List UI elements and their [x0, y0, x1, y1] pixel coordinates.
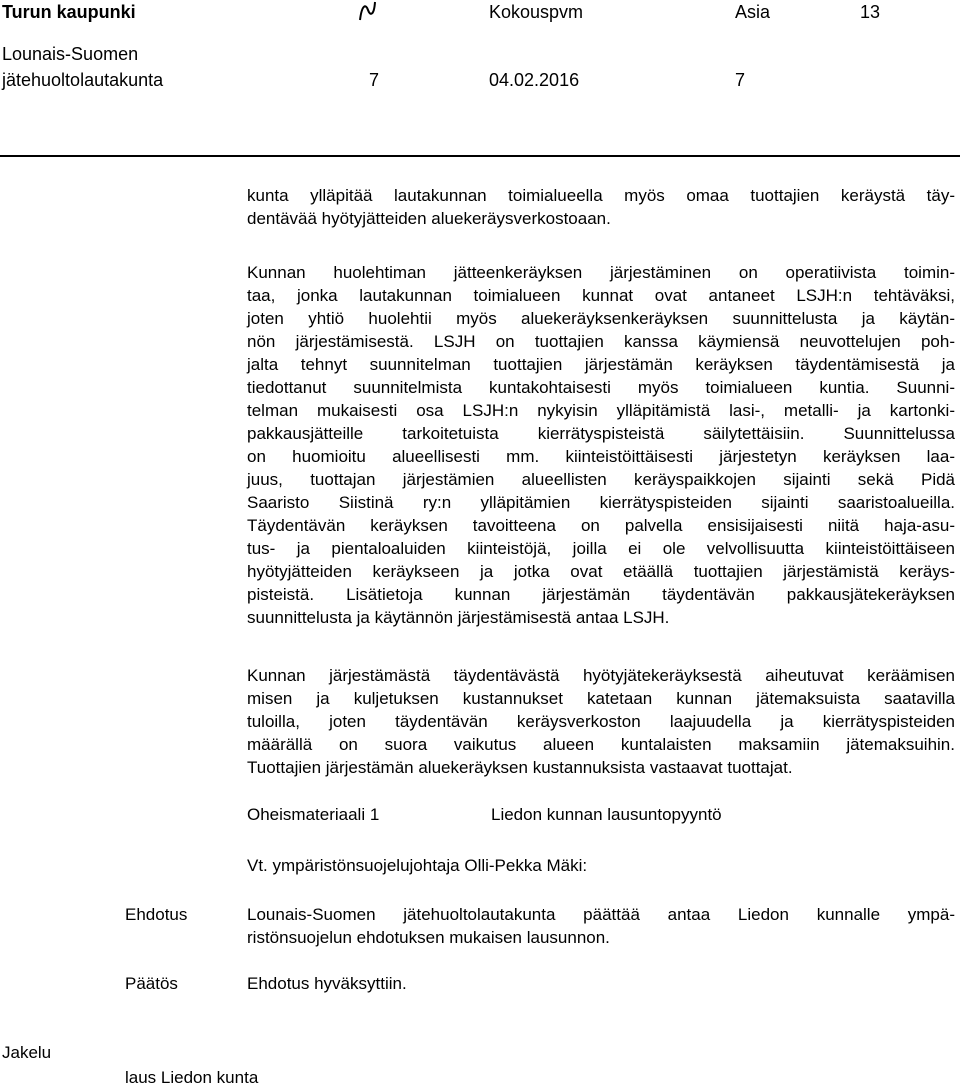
section-sign-icon: [356, 0, 378, 24]
decision-label: Päätös: [125, 974, 178, 993]
text-line: ristönsuojelun ehdotuksen mukaisen lausunnon.: [247, 928, 610, 947]
text-line: Kunnan järjestämästä täydentävästä hyötyjätekeräyksestä aiheutuvat keräämisen: [247, 666, 955, 685]
paragraph-3: [247, 664, 955, 779]
paragraph-1: [247, 184, 955, 230]
text-line: pisteistä. Lisätietoja kunnan järjestämän täydentävän pakkausjätekeräyksen: [247, 585, 955, 604]
text-line: pakkausjätteille tarkoitetuista kierrätyspisteistä säilytettäisiin. Suunnittelussa: [247, 424, 955, 443]
meeting-date: 04.02.2016: [489, 70, 580, 90]
text-line: misen ja kuljetuksen kustannukset katetaan kunnan jätemaksuista saatavilla: [247, 689, 955, 708]
dept-line1: Lounais-Suomen: [2, 44, 139, 64]
text-line: Lounais-Suomen jätehuoltolautakunta päättää antaa Liedon kunnalle ympä-: [247, 905, 955, 924]
text-line: dentävää hyötyjätteiden aluekeräysverkostoaan.: [247, 209, 611, 228]
proposal-label: Ehdotus: [125, 905, 188, 924]
text-line: suunnittelusta ja käytännön järjestämisestä antaa LSJH.: [247, 608, 670, 627]
paragraph-2: [247, 261, 955, 629]
text-line: tus- ja pientaloaluiden kiinteistöjä, joilla ei ole velvollisuutta kiinteistöittäiseen: [247, 539, 955, 558]
attachment-label: Oheismateriaali 1: [247, 805, 380, 824]
text-line: juus, tuottajan järjestämien alueellisten keräyspaikkojen sijainti sekä Pidä: [247, 470, 955, 489]
text-line: kunta ylläpitää lautakunnan toimialueella myös omaa tuottajien keräystä täy-: [247, 186, 955, 205]
text-line: tiedottanut suunnitelmista kuntakohtaisesti myös toimialueen kuntia. Suunni-: [247, 378, 955, 397]
text-line: taa, jonka lautakunnan toimialueen kunnat ovat antaneet LSJH:n tehtäväksi,: [247, 286, 955, 305]
dept-line2: jätehuoltolautakunta: [2, 70, 164, 90]
presenter: Vt. ympäristönsuojelujohtaja Olli-Pekka Mäki:: [247, 856, 588, 875]
meeting-label: Kokouspvm: [489, 2, 584, 22]
item-label: Asia: [735, 2, 771, 22]
org-name: Turun kaupunki: [2, 2, 136, 22]
header-divider: [0, 155, 960, 157]
text-line: on huomioitu alueellisesti mm. kiinteistöittäisesti järjestetyn keräyksen laa-: [247, 447, 955, 466]
decision-text: Ehdotus hyväksyttiin.: [247, 974, 407, 993]
proposal-text: [247, 903, 955, 949]
text-line: joten yhtiö huolehtii myös aluekeräyksenkeräyksen suunnittelusta ja käytän-: [247, 309, 955, 328]
distribution-label: Jakelu: [2, 1043, 52, 1062]
text-line: Tuottajien järjestämän aluekeräyksen kustannuksista vastaavat tuottajat.: [247, 758, 793, 777]
text-line: telman mukaisesti osa LSJH:n nykyisin ylläpitämistä lasi-, metalli- ja kartonki-: [247, 401, 955, 420]
text-line: Täydentävän keräyksen tavoitteena on palvella ensisijaisesti niitä haja-asu-: [247, 516, 955, 535]
text-line: hyötyjätteiden keräykseen ja jotka ovat etäällä tuottajien järjestämistä keräys-: [247, 562, 955, 581]
distribution-item: laus Liedon kunta: [125, 1068, 259, 1087]
meeting-number: 7: [369, 70, 380, 90]
attachment-title: Liedon kunnan lausuntopyyntö: [491, 805, 722, 824]
text-line: jalta tehnyt suunnitelman tuottajien järjestämän keräyksen täydentämisestä ja: [247, 355, 955, 374]
text-line: Kunnan huolehtiman jätteenkeräyksen järjestäminen on operatiivista toimin-: [247, 263, 955, 282]
text-line: määrällä on suora vaikutus alueen kuntalaisten maksamiin jätemaksuihin.: [247, 735, 955, 754]
text-line: Saaristo Siistinä ry:n ylläpitämien kierrätyspisteiden sijainti saaristoalueilla.: [247, 493, 955, 512]
text-line: nön järjestämisestä. LSJH on tuottajien kanssa käymiensä neuvottelujen poh-: [247, 332, 955, 351]
item-sub-number: 7: [735, 70, 746, 90]
item-number: 13: [860, 2, 881, 22]
text-line: tuloilla, joten täydentävän keräysverkoston laajuudella ja kierrätyspisteiden: [247, 712, 955, 731]
